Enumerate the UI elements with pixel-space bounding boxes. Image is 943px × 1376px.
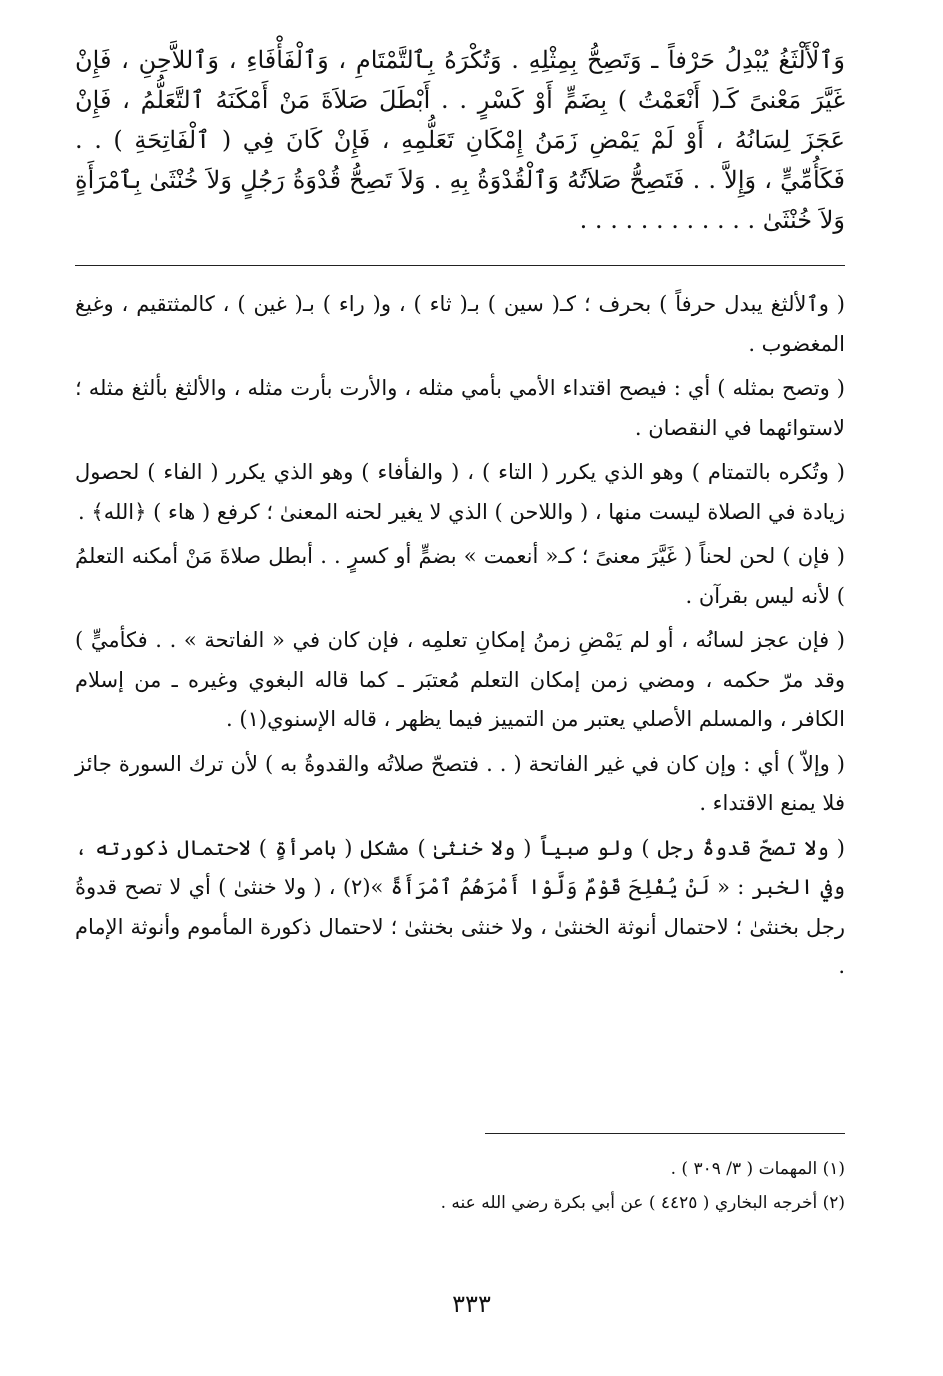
commentary-paragraph-5: ( فإن عجز لسانُه ، أو لم يَمْضِ زمنُ إمكانِ تعلمِه ، فإن كان في « الفاتحة » . . فكأميٍّ ) وقد مرّ حكمه ، ومضي زمن إمكان التعلم مُعتبَر ـ كما قاله البغوي وغيره ـ من إسلام الكافر ، والمسلم الأصلي يعتبر من التمييز فيما يظهر ، قاله الإسنوي(١) .: [75, 628, 845, 731]
commentary-paragraph-6: ( وإلاّ ) أي : وإن كان في غير الفاتحة ( . . فتصحّ صلاتُه والقدوةُ به ) لأن ترك السورة جائز فلا يمنع الاقتداء .: [75, 751, 845, 815]
commentary-paragraph-2: ( وتصح بمثله ) أي : فيصح اقتداء الأمي بأمي مثله ، والأرت بأرت مثله ، والألثغ بألثغ مثله ؛ لاستوائهما في النقصان .: [75, 376, 845, 440]
commentary: [75, 285, 845, 992]
main-text: [75, 40, 845, 240]
footnotes: [75, 1152, 845, 1220]
page-number: ٣٣٣: [452, 1290, 491, 1318]
commentary-paragraph-4: ( فإن ) لحن لحناً ( غَيَّرَ معنىً ؛ كـ« أنعمت » بضمٍّ أو كسرٍ . . أبطل صلاةَ مَنْ أمكنه التعلمُ ) لأنه ليس بقرآن .: [75, 544, 845, 608]
footnote-1: (١) المهمات ( ٣/ ٣٠٩ ) .: [670, 1159, 845, 1179]
main-text-paragraph: وَٱلْأَلْثَغُ يُبْدِلُ حَرْفاً ـ وَتَصِحُّ بِمِثْلِهِ . وَتُكْرَهُ بِٱلتَّمْتَامِ ، وَٱلْفَأْفَاءِ ، وَٱللاَّحِنِ ، فَإِنْ غَيَّرَ مَعْنىً كَـ( أَنْعَمْتُ ) بِضَمٍّ أَوْ كَسْرٍ . . أَبْطَلَ صَلاَةَ مَنْ أَمْكَنَهُ ٱلتَّعَلُّمُ ، فَإِنْ عَجَزَ لِسَانُهُ ، أَوْ لَمْ يَمْضِ زَمَنُ إِمْكَانِ تَعَلُّمِهِ ، فَإِنْ كَانَ فِي ( ٱلْفَاتِحَةِ ) . . فَكَأُمِّيٍّ ، وَإِلاَّ . . فَتَصِحُّ صَلاَتُهُ وَٱلْقُدْوَةُ بِهِ . وَلاَ تَصِحُّ قُدْوَةُ رَجُلٍ وَلاَ خُنْثَىٰ بِٱمْرَأَةٍ وَلاَ خُنْثَىٰ . . . . . . . . . . . .: [75, 46, 845, 234]
commentary-paragraph-7: ( ولا تصحّ قدوةُ رجل ) ولو صبياً ( ولا خنثىٰ ) مشكل ( بامرأةٍ ) لاحتمال ذكورته ، وفي الخبر : « لَنْ يُفْلِحَ قَوْمٌ وَلَّوْا أَمْرَهُمُ ٱمْرَأَةً »(٢) ، ( ولا خنثىٰ ) أي لا تصح قدوةُ رجل بخنثىٰ ؛ لاحتمال أنوثة الخنثىٰ ، ولا خنثى بخنثىٰ ؛ لاحتمال ذكورة المأموم وأنوثة الإمام .: [75, 835, 846, 978]
footnote-divider: [485, 1133, 845, 1134]
footnote-2: (٢) أخرجه البخاري ( ٤٤٢٥ ) عن أبي بكرة رضي الله عنه .: [440, 1193, 845, 1213]
section-divider: [75, 265, 845, 266]
commentary-paragraph-3: ( وتُكره بالتمتام ) وهو الذي يكرر ( التاء ) ، ( والفأفاء ) وهو الذي يكرر ( الفاء ) لحصول زيادة في الصلاة ليست منها ، ( واللاحن ) الذي لا يغير لحنه المعنىٰ ؛ كرفع ( هاء ) ﴿الله﴾ .: [75, 460, 845, 524]
commentary-paragraph-1: ( وٱلألثغ يبدل حرفاً ) بحرف ؛ كـ( سين ) بـ( ثاء ) ، و( راء ) بـ( غين ) ، كالمثتقيم ، وغيغ المغضوب .: [75, 292, 845, 356]
